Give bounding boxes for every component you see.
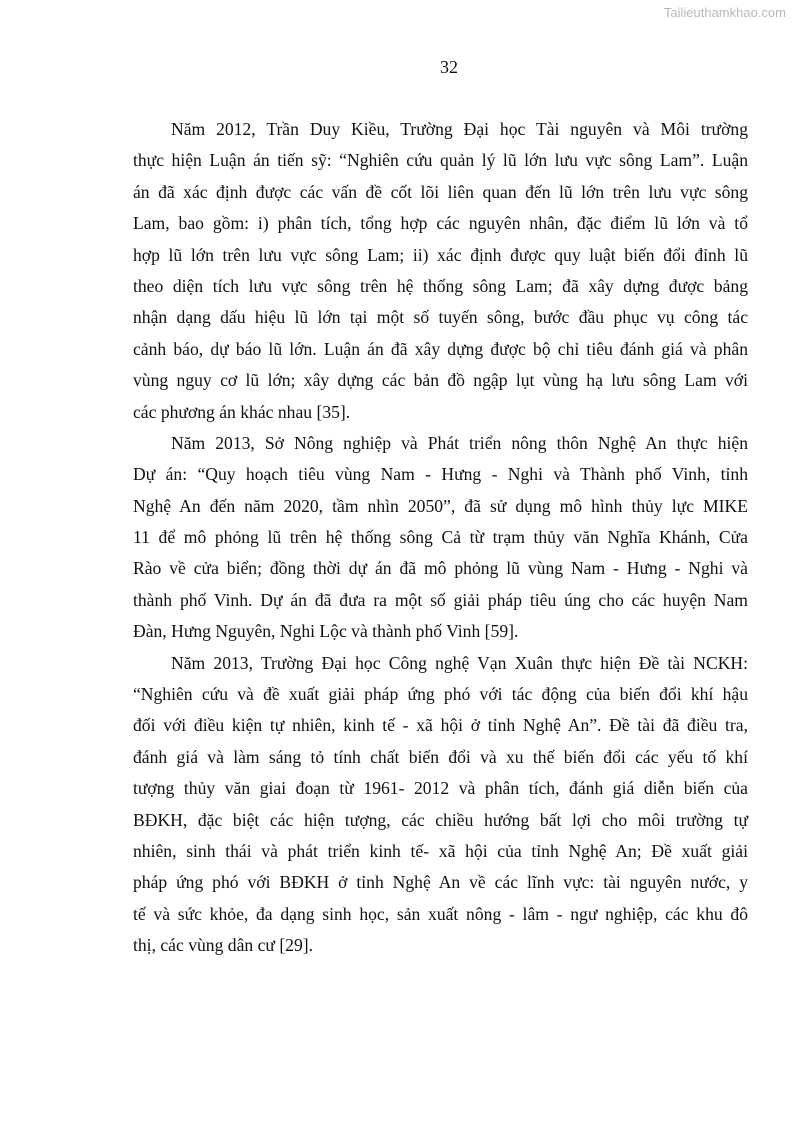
document-body [133, 114, 748, 962]
paragraph-line: đối với điều kiện tự nhiên, kinh tế - xã hội ở tỉnh Nghệ An”. Đề tài đã điều tra, [133, 715, 748, 736]
paragraph-line: vùng nguy cơ lũ lớn; xây dựng các bản đồ ngập lụt vùng hạ lưu sông Lam với [133, 370, 748, 391]
paragraph [133, 648, 748, 962]
paragraph-line: nhiên, sinh thái và phát triển kinh tế- xã hội của tỉnh Nghệ An; Đề xuất giải [133, 840, 748, 861]
paragraph-line: Nghệ An đến năm 2020, tầm nhìn 2050”, đã sử dụng mô hình thủy lực MIKE [133, 495, 748, 516]
watermark: Tailieuthamkhao.com [663, 5, 786, 20]
paragraph-line: thực hiện Luận án tiến sỹ: “Nghiên cứu quản lý lũ lớn lưu vực sông Lam”. Luận [133, 150, 748, 171]
paragraph-line: Năm 2013, Trường Đại học Công nghệ Vạn Xuân thực hiện Đề tài NCKH: [171, 652, 748, 673]
page-number: 32 [440, 57, 458, 77]
paragraph-line: án đã xác định được các vấn đề cốt lõi liên quan đến lũ lớn trên lưu vực sông [133, 181, 748, 202]
paragraph-line: tế và sức khỏe, đa dạng sinh học, sản xuất nông - lâm - ngư nghiệp, các khu đô [133, 903, 748, 924]
paragraph-line: Rào về cửa biển; đồng thời dự án đã mô phỏng lũ vùng Nam - Hưng - Nghi và [133, 558, 748, 579]
paragraph-line: cảnh báo, dự báo lũ lớn. Luận án đã xây dựng được bộ chỉ tiêu đánh giá và phân [133, 338, 748, 359]
paragraph-line: theo diện tích lưu vực sông trên hệ thống sông Lam; đã xây dựng được bảng [133, 275, 748, 296]
paragraph-line: BĐKH, đặc biệt các hiện tượng, các chiều hướng bất lợi cho môi trường tự [133, 809, 748, 830]
paragraph-line: Năm 2012, Trần Duy Kiều, Trường Đại học Tài nguyên và Môi trường [171, 119, 748, 139]
paragraph-line: đánh giá và làm sáng tỏ tính chất biến đổi và xu thế biến đổi các yếu tố khí [133, 746, 748, 767]
paragraph-line: các phương án khác nhau [35]. [133, 401, 351, 422]
paragraph [133, 428, 748, 648]
paragraph-line: tượng thủy văn giai đoạn từ 1961- 2012 và phân tích, đánh giá diễn biến của [133, 778, 748, 799]
paragraph-line: Đàn, Hưng Nguyên, Nghi Lộc và thành phố Vinh [59]. [133, 621, 519, 642]
paragraph-line: nhận dạng dấu hiệu lũ lớn tại một số tuyến sông, bước đầu phục vụ công tác [133, 307, 748, 328]
paragraph-line: pháp ứng phó với BĐKH ở tỉnh Nghệ An về các lĩnh vực: tài nguyên nước, y [133, 872, 748, 893]
paragraph [133, 114, 748, 428]
paragraph-line: “Nghiên cứu và đề xuất giải pháp ứng phó với tác động của biến đổi khí hậu [133, 684, 748, 705]
paragraph-line: thị, các vùng dân cư [29]. [133, 935, 314, 956]
paragraph-line: hợp lũ lớn trên lưu vực sông Lam; ii) xác định được quy luật biến đổi đỉnh lũ [133, 244, 748, 265]
paragraph-line: thành phố Vinh. Dự án đã đưa ra một số giải pháp tiêu úng cho các huyện Nam [133, 589, 748, 610]
paragraph-line: 11 để mô phỏng lũ trên hệ thống sông Cả từ trạm thủy văn Nghĩa Khánh, Cửa [133, 527, 748, 548]
paragraph-line: Lam, bao gồm: i) phân tích, tổng hợp các nguyên nhân, đặc điểm lũ lớn và tổ [133, 213, 748, 234]
paragraph-line: Năm 2013, Sở Nông nghiệp và Phát triển nông thôn Nghệ An thực hiện [171, 432, 748, 453]
paragraph-line: Dự án: “Quy hoạch tiêu vùng Nam - Hưng - Nghi và Thành phố Vinh, tỉnh [133, 464, 748, 485]
